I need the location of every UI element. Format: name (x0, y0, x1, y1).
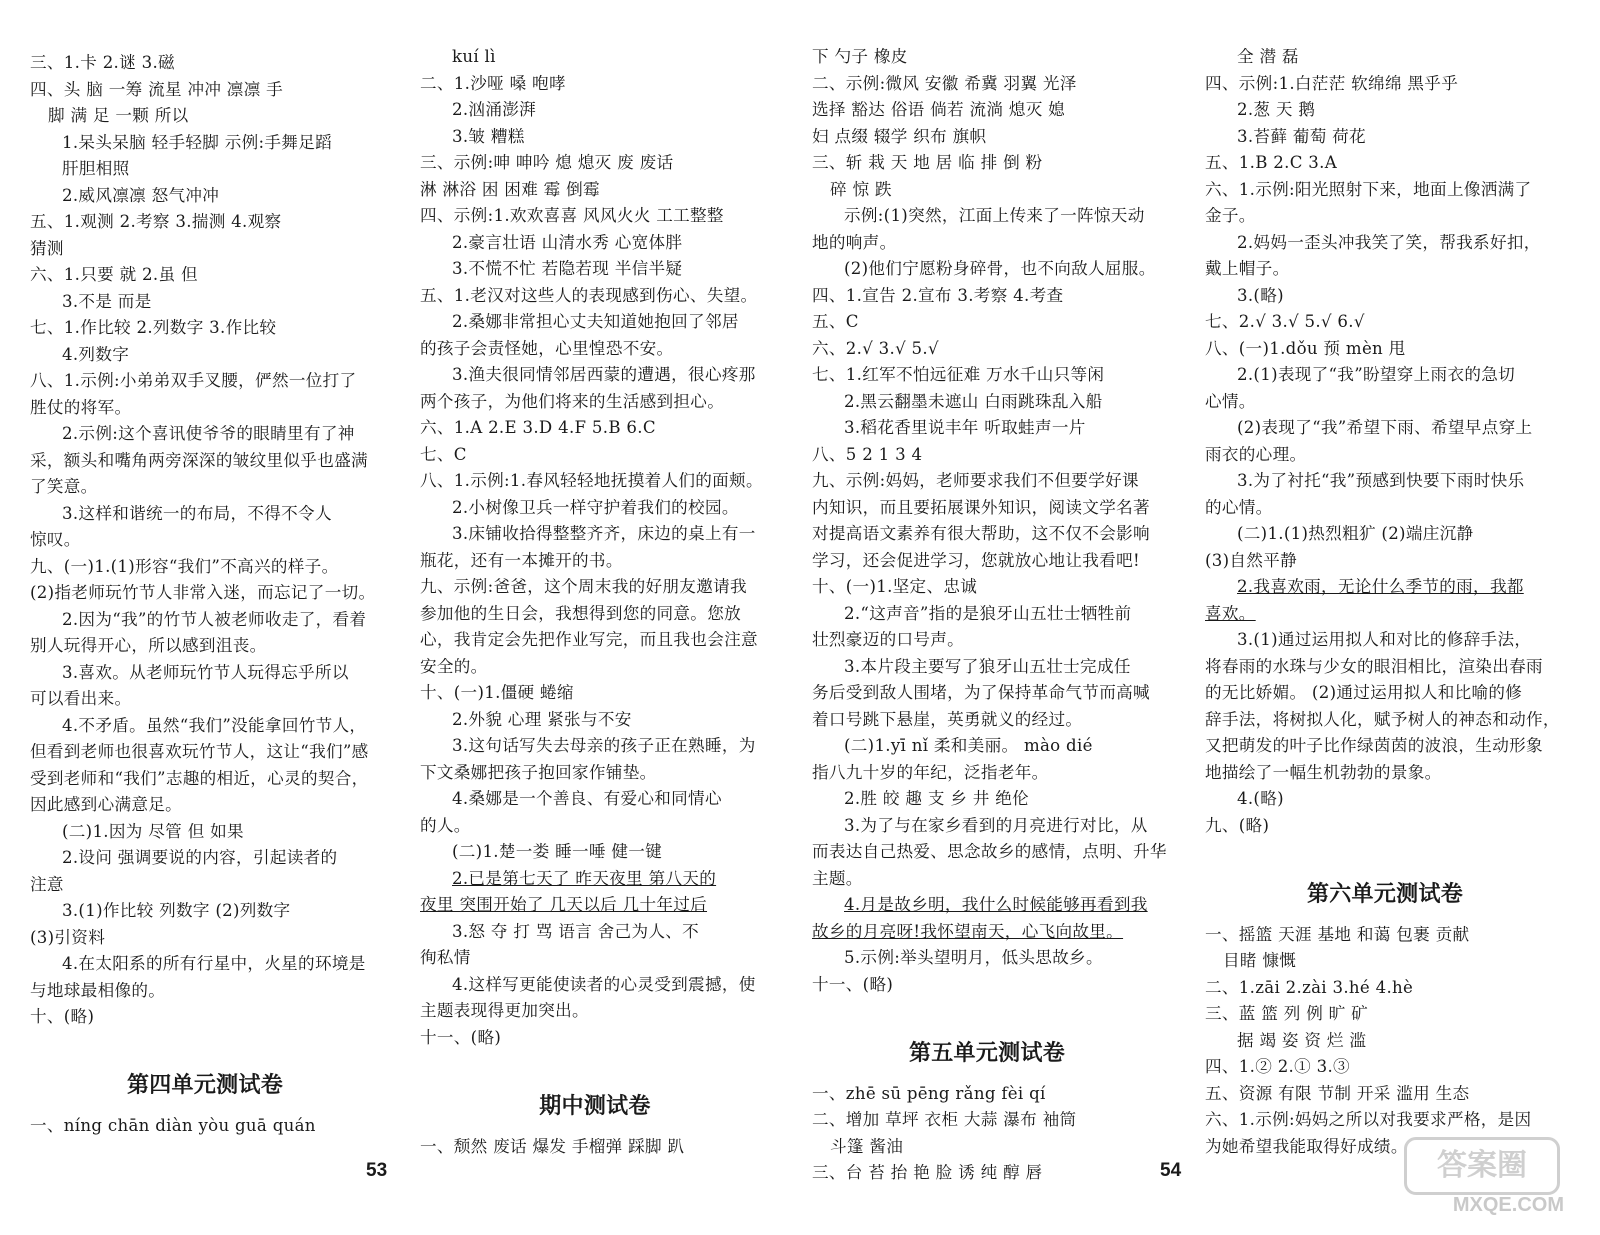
answer-line: 戴上帽子。 (1205, 259, 1290, 278)
answer-line: 又把萌发的叶子比作绿茵茵的波浪，生动形象 (1205, 736, 1543, 755)
answer-line: 3.喜欢。从老师玩竹节人玩得忘乎所以 (62, 662, 349, 682)
answer-line: 的人。 (420, 815, 471, 835)
page-number-left: 53 (366, 1160, 388, 1181)
answer-line: 2.因为“我”的竹节人被老师收走了，看着 (62, 609, 367, 629)
answer-line: 金子。 (1205, 206, 1256, 225)
answer-line: 心情。 (1205, 391, 1256, 411)
answer-line: 二、增加 草坪 衣柜 大蒜 瀑布 袖筒 (812, 1110, 1077, 1129)
answer-line: 2.胜 皎 趣 支 乡 井 绝伦 (844, 789, 1030, 808)
answer-line: 为她希望我能取得好成绩。 (1205, 1136, 1408, 1156)
answer-line: 二、1.沙哑 嗓 咆哮 (420, 73, 566, 93)
answer-line: 2.我喜欢雨，无论什么季节的雨，我都 (1237, 577, 1524, 596)
answer-line: 内知识，而且要拓展课外知识，阅读文学名著 (812, 497, 1150, 517)
answer-line: kuí lì (452, 47, 496, 66)
answer-line: 四、1.宣告 2.宣布 3.考察 4.考查 (812, 285, 1064, 305)
answer-line: 3.不慌不忙 若隐若现 半信半疑 (452, 259, 683, 278)
answer-line: 别人玩得开心，所以感到沮丧。 (30, 636, 267, 655)
answer-line: 但看到老师也很喜欢玩竹节人，这让“我们”感 (30, 742, 369, 761)
answer-line: 妇 点缀 辍学 织布 旗帜 (812, 126, 987, 146)
answer-line: 六、1.只要 就 2.虽 但 (30, 265, 198, 284)
answer-line: 五、资源 有限 节制 开采 滥用 生态 (1205, 1083, 1470, 1103)
section-heading: 第四单元测试卷 (126, 1072, 284, 1098)
watermark-site: MXQE.COM (1452, 1194, 1564, 1216)
answer-line: 惊叹。 (30, 530, 81, 549)
answer-line: 四、示例:1.欢欢喜喜 风风火火 工工整整 (420, 206, 724, 225)
answer-line: 3.为了与在家乡看到的月亮进行对比，从 (844, 815, 1148, 835)
answer-line: 肝胆相照 (62, 159, 130, 178)
answer-line: (2)表现了“我”希望下雨、希望早点穿上 (1237, 418, 1533, 437)
answer-line: 二、1.zāi 2.zài 3.hé 4.hè (1205, 977, 1414, 997)
answer-line: (二)1.因为 尽管 但 如果 (62, 821, 244, 841)
page-number-right: 54 (1160, 1160, 1182, 1181)
answer-line: 1.呆头呆脑 轻手轻脚 示例:手舞足蹈 (62, 132, 332, 152)
answer-line: (3)自然平静 (1205, 550, 1297, 570)
answer-line: 2.汹涌澎湃 (452, 100, 537, 119)
answer-line: 4.列数字 (62, 344, 130, 364)
answer-line: 九、示例:爸爸，这个周末我的好朋友邀请我 (420, 577, 747, 596)
answer-line: 2.设问 强调要说的内容，引起读者的 (62, 848, 338, 867)
answer-line: 一、摇篮 天涯 基地 和蔼 包裹 贡献 (1205, 924, 1470, 944)
answer-line: 四、1.② 2.① 3.③ (1205, 1057, 1350, 1076)
answer-line: 下文桑娜把孩子抱回家作铺垫。 (420, 762, 657, 782)
answer-line: 2.妈妈一歪头冲我笑了笑，帮我系好扣， (1237, 232, 1541, 252)
answer-line: 4.(略) (1237, 789, 1284, 808)
column-2 (420, 44, 770, 1160)
answer-line: 五、1.B 2.C 3.A (1205, 153, 1338, 172)
answer-line: 参加他的生日会，我想得到您的同意。您放 (420, 603, 741, 623)
answer-line: 一、颓然 废话 爆发 手榴弹 踩脚 趴 (420, 1136, 685, 1156)
column-1 (30, 50, 380, 1140)
answer-line: 主题表现得更加突出。 (420, 1001, 589, 1020)
answer-line: 四、示例:1.白茫茫 软绵绵 黑乎乎 (1205, 73, 1459, 93)
answer-line: 五、C (812, 312, 859, 331)
answer-line: 三、台 苔 抬 艳 脸 诱 纯 醇 唇 (812, 1163, 1043, 1182)
answer-line: 十、(一)1.坚定、忠诚 (812, 577, 978, 596)
answer-line: 2.豪言壮语 山清水秀 心宽体胖 (452, 232, 683, 252)
answer-line: 受到老师和“我们”志趣的相近，心灵的契合， (30, 768, 369, 788)
answer-line: 2.黑云翻墨未遮山 白雨跳珠乱入船 (844, 391, 1103, 411)
answer-line: 与地球最相像的。 (30, 980, 166, 1000)
answer-line: 徇私情 (420, 948, 471, 967)
answer-line: 故乡的月亮呀!我怀望南天，心飞向故里。 (812, 921, 1124, 941)
answer-line: 3.床铺收拾得整整齐齐，床边的桌上有一 (452, 524, 756, 543)
answer-line: 安全的。 (420, 656, 488, 676)
answer-line: 注意 (30, 874, 64, 894)
answer-line: 斗篷 酱油 (830, 1136, 904, 1156)
answer-line: 3.为了衬托“我”预感到快要下雨时快乐 (1237, 471, 1525, 490)
column-4 (1205, 44, 1565, 1160)
answer-line: 三、1.卡 2.谜 3.磁 (30, 53, 175, 72)
watermark (1400, 1137, 1570, 1217)
answer-line: 3.稻花香里说丰年 听取蛙声一片 (844, 418, 1086, 437)
section-heading: 期中测试卷 (539, 1092, 651, 1119)
answer-line: 目睹 慷慨 (1223, 951, 1297, 970)
answer-line: 2.桑娜非常担心丈夫知道她抱回了邻居 (452, 312, 739, 331)
answer-line: 雨衣的心理。 (1205, 444, 1307, 464)
answer-line: 四、头 脑 一筹 流星 冲冲 凛凛 手 (30, 79, 284, 99)
answer-line: 地的响声。 (812, 232, 897, 252)
answer-line: 六、1.示例:妈妈之所以对我要求严格，是因 (1205, 1110, 1532, 1129)
answer-line: 4.在太阳系的所有行星中，火星的环境是 (62, 954, 366, 973)
answer-line: 4.不矛盾。虽然“我们”没能拿回竹节人， (62, 715, 367, 735)
answer-line: 三、斩 栽 天 地 居 临 排 倒 粉 (812, 153, 1043, 172)
answer-line: 主题。 (812, 868, 863, 888)
answer-line: 辞手法，将树拟人化，赋予树人的神态和动作， (1205, 709, 1560, 729)
answer-line: 3.渔夫很同情邻居西蒙的遭遇，很心疼那 (452, 365, 756, 384)
answer-line: 一、zhē sū pēng rǎng fèi qí (812, 1083, 1046, 1103)
section-heading: 第六单元测试卷 (1306, 880, 1464, 907)
answer-line: 3.(略) (1237, 285, 1284, 305)
watermark-logo: 答案圈 (1404, 1137, 1560, 1195)
answer-line: 八、1.示例:小弟弟双手叉腰，俨然一位打了 (30, 371, 357, 390)
answer-line: 七、1.红军不怕远征难 万水千山只等闲 (812, 365, 1105, 384)
answer-line: 全 潜 磊 (1237, 47, 1299, 66)
answer-line: 对提高语文素养有很大帮助，这不仅不会影响 (812, 524, 1150, 543)
answer-line: 十一、(略) (420, 1027, 502, 1047)
answer-line: (二)1.(1)热烈粗犷 (2)端庄沉静 (1237, 524, 1474, 543)
answer-line: 3.不是 而是 (62, 291, 152, 311)
answer-line: 九、(一)1.(1)形容“我们”不高兴的样子。 (30, 556, 339, 576)
answer-line: 务后受到敌人围堵，为了保持革命气节而高喊 (812, 683, 1150, 702)
answer-line: 五、1.观测 2.考察 3.揣测 4.观察 (30, 212, 282, 231)
answer-line: 七、C (420, 444, 467, 464)
answer-line: 喜欢。 (1205, 603, 1256, 623)
answer-line: (二)1.楚一娄 睡一唾 健一键 (452, 842, 663, 861)
answer-line: 2.示例:这个喜讯使爷爷的眼睛里有了神 (62, 424, 355, 443)
answer-line: 壮烈豪迈的口号声。 (812, 630, 965, 649)
answer-line: 一、níng chān diàn yòu guā quán (30, 1116, 316, 1135)
answer-line: 4.这样写更能使读者的心灵受到震撼，使 (452, 974, 756, 994)
answer-line: 着口号跳下悬崖，英勇就义的经过。 (812, 709, 1083, 729)
answer-line: (3)引资料 (30, 927, 106, 947)
answer-line: 胜仗的将军。 (30, 397, 132, 417)
answer-line: 六、2.√ 3.√ 5.√ (812, 338, 939, 358)
answer-line: 2.威风凛凛 怒气冲冲 (62, 185, 220, 205)
answer-line: 地描绘了一幅生机勃勃的景象。 (1205, 762, 1442, 782)
answer-line: 而表达自己热爱、思念故乡的感情，点明、升华 (812, 842, 1167, 861)
answer-line: 2.“这声音”指的是狼牙山五壮士牺牲前 (844, 603, 1132, 623)
answer-line: 碎 惊 跌 (830, 179, 892, 199)
answer-line: 十一、(略) (812, 974, 894, 994)
answer-line: 4.桑娜是一个善良、有爱心和同情心 (452, 789, 722, 808)
answer-line: 八、5 2 1 3 4 (812, 444, 923, 464)
answer-line: 2.小树像卫兵一样守护着我们的校园。 (452, 497, 739, 517)
answer-line: 六、1.A 2.E 3.D 4.F 5.B 6.C (420, 418, 656, 437)
answer-line: 脚 满 足 一颗 所以 (48, 106, 189, 125)
answer-line: 七、2.√ 3.√ 5.√ 6.√ (1205, 312, 1365, 331)
answer-line: 据 竭 姿 资 烂 滥 (1237, 1030, 1367, 1050)
answer-line: 将春雨的水珠与少女的眼泪相比，渲染出春雨 (1205, 656, 1543, 676)
answer-line: 3.(1)通过运用拟人和对比的修辞手法， (1237, 630, 1532, 649)
answer-line: 九、(略) (1205, 815, 1270, 835)
column-3 (812, 44, 1167, 1187)
answer-line: 下 勺子 橡皮 (812, 47, 908, 66)
answer-line: 心，我肯定会先把作业写完，而且我也会注意 (420, 630, 758, 649)
answer-line: 的孩子会责怪她，心里惶恐不安。 (420, 338, 674, 358)
answer-line: 3.苔藓 葡萄 荷花 (1237, 126, 1366, 146)
answer-line: 3.皱 糟糕 (452, 126, 525, 146)
answer-line: 采，额头和嘴角两旁深深的皱纹里似乎也盛满 (30, 450, 368, 470)
answer-line: 九、示例:妈妈，老师要求我们不但要学好课 (812, 471, 1139, 490)
answer-line: 瓶花，还有一本摊开的书。 (420, 550, 623, 570)
answer-line: 2.葱 天 鹅 (1237, 100, 1316, 119)
answer-line: 两个孩子，为他们将来的生活感到担心。 (420, 391, 725, 411)
answer-line: 十、(一)1.僵硬 蜷缩 (420, 683, 574, 702)
answer-line: 3.这样和谐统一的布局，不得不令人 (62, 503, 332, 523)
answer-line: 3.怒 夺 打 骂 语言 舍己为人、不 (452, 921, 700, 941)
answer-line: 了笑意。 (30, 477, 98, 496)
answer-line: 八、1.示例:1.春风轻轻地抚摸着人们的面颊。 (420, 471, 763, 490)
answer-line: (二)1.yī nǐ 柔和美丽。 mào dié (844, 736, 1093, 755)
answer-line: 三、示例:呻 呻吟 熄 熄灭 废 废话 (420, 153, 674, 172)
answer-line: 七、1.作比较 2.列数字 3.作比较 (30, 318, 277, 337)
answer-line: 3.这句话写失去母亲的孩子正在熟睡，为 (452, 736, 756, 755)
answer-line: 3.本片段主要写了狼牙山五壮士完成任 (844, 656, 1131, 676)
answer-line: 3.(1)作比较 列数字 (2)列数字 (62, 901, 291, 920)
answer-line: 五、1.老汉对这些人的表现感到伤心、失望。 (420, 285, 758, 305)
answer-line: 2.(1)表现了“我”盼望穿上雨衣的急切 (1237, 365, 1516, 384)
answer-line: 学习，还会促进学习，您就放心地让我看吧! (812, 550, 1140, 570)
answer-line: 三、蓝 篮 列 例 旷 矿 (1205, 1004, 1369, 1023)
answer-line: 十、(略) (30, 1007, 95, 1026)
section-heading: 第五单元测试卷 (908, 1039, 1066, 1066)
answer-line: 猜测 (30, 238, 64, 258)
answer-line: 淋 淋浴 困 困难 霉 倒霉 (420, 179, 600, 199)
answer-line: 的无比娇媚。 (2)通过运用拟人和比喻的修 (1205, 683, 1523, 702)
answer-line: 5.示例:举头望明月，低头思故乡。 (844, 948, 1103, 967)
answer-line: 4.月是故乡明，我什么时候能够再看到我 (844, 895, 1148, 914)
answer-line: 示例:(1)突然，江面上传来了一阵惊天动 (844, 206, 1145, 225)
answer-line: (2)指老师玩竹节人非常入迷，而忘记了一切。 (30, 583, 376, 602)
answer-line: 的心情。 (1205, 497, 1273, 517)
answer-line: 因此感到心满意足。 (30, 795, 183, 814)
answer-line: 可以看出来。 (30, 689, 132, 708)
answer-line: 八、(一)1.dǒu 预 mèn 甩 (1205, 338, 1406, 358)
answer-line: 2.外貌 心理 紧张与不安 (452, 709, 632, 729)
answer-line: 2.已是第七天了 昨天夜里 第八天的 (452, 868, 717, 888)
answer-line: 二、示例:微风 安徽 希冀 羽翼 光泽 (812, 73, 1077, 93)
answer-line: (2)他们宁愿粉身碎骨，也不向敌人屈服。 (844, 259, 1156, 278)
answer-line: 夜里 突围开始了 几天以后 几十年过后 (420, 895, 708, 914)
answer-line: 六、1.示例:阳光照射下来，地面上像洒满了 (1205, 179, 1532, 199)
answer-line: 指八九十岁的年纪，泛指老年。 (812, 762, 1049, 782)
answer-line: 选择 豁达 俗语 倘若 流淌 熄灭 媳 (812, 100, 1066, 119)
